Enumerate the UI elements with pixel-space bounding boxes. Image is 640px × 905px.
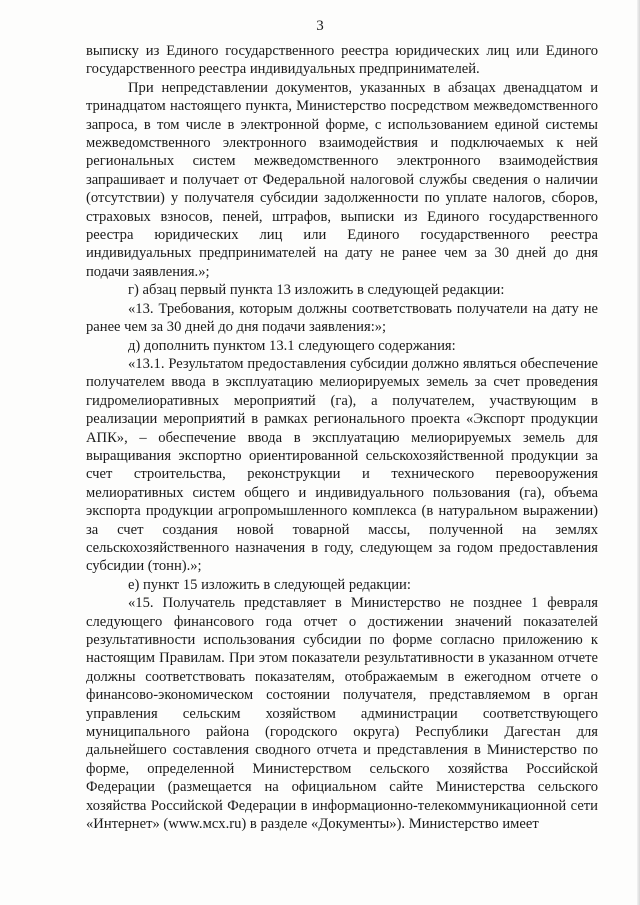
paragraph-item-g: г) абзац первый пункта 13 изложить в следующей редакции: <box>128 282 505 299</box>
paragraph-item-d: д) дополнить пунктом 13.1 следующего содержания: <box>128 337 456 354</box>
document-body <box>86 42 598 833</box>
paragraph-interagency-request: При непредставлении документов, указанных в абзацах двенадцатом и тринадцатом настоящего пункта, Министерство посредством межведомственного запроса, в том числе в электронной форме, с использованием единой системы межведомственного электронного взаимодействия и подключаемых к ней региональных систем межведомственного электронного взаимодействия запрашивает и получает от Федеральной налоговой службы сведения о наличии (отсутствии) у получателя субсидии задолженности по уплате налогов, сборов, страховых взносов, пеней, штрафов, выписки из Единого государственного реестра юридических лиц или Единого государственного реестра индивидуальных предпринимателей на дату не ранее чем за 30 дней до дня подачи заявления.»; <box>86 79 598 280</box>
paragraph-continuation: выписку из Единого государственного реестра юридических лиц или Единого государственного реестра индивидуальных предпринимателей. <box>86 43 598 78</box>
paragraph-clause-13-1: «13.1. Результатом предоставления субсидии должно являться обеспечение получателем ввода в эксплуатацию мелиорируемых земель за счет проведения гидромелиоративных мероприятий (га), а получателем, участвующим в реализации мероприятий в рамках регионального проекта «Экспорт продукции АПК», – обеспечение ввода в эксплуатацию мелиорируемых земель для выращивания экспортно ориентированной сельскохозяйственной продукции за счет строительства, реконструкции и технического перевооружения мелиоративных систем общего и индивидуального пользования (га), объема экспорта продукции агропромышленного комплекса (в натуральном выражении) за счет создания новой товарной массы, полученной на землях сельскохозяйственного назначения в году, следующем за годом предоставления субсидии (тонн).»; <box>86 355 598 575</box>
paragraph-clause-15: «15. Получатель представляет в Министерство не позднее 1 февраля следующего финансового года отчет о достижении значений показателей результативности использования субсидии по форме согласно приложению к настоящим Правилам. При этом показатели результативности в указанном отчете должны соответствовать показателям, отображаемым в ежегодном отчете о финансово-экономическом состоянии получателя, представляемом в орган управления сельским хозяйством администрации соответствующего муниципального района (городского округа) Республики Дагестан для дальнейшего составления сводного отчета и представления в Министерство по форме, определенной Министерством сельского хозяйства Российской Федерации (размещается на официальном сайте Министерства сельского хозяйства Российской Федерации в информационно-телекоммуникационной сети «Интернет» (www.мcx.ru) в разделе «Документы»). Министерство имеет <box>86 595 598 833</box>
paragraph-clause-13: «13. Требования, которым должны соответствовать получатели на дату не ранее чем за 30 дней до дня подачи заявления:»; <box>86 300 598 336</box>
paragraph-item-e: е) пункт 15 изложить в следующей редакции: <box>128 576 411 593</box>
page-number: 3 <box>316 18 324 34</box>
